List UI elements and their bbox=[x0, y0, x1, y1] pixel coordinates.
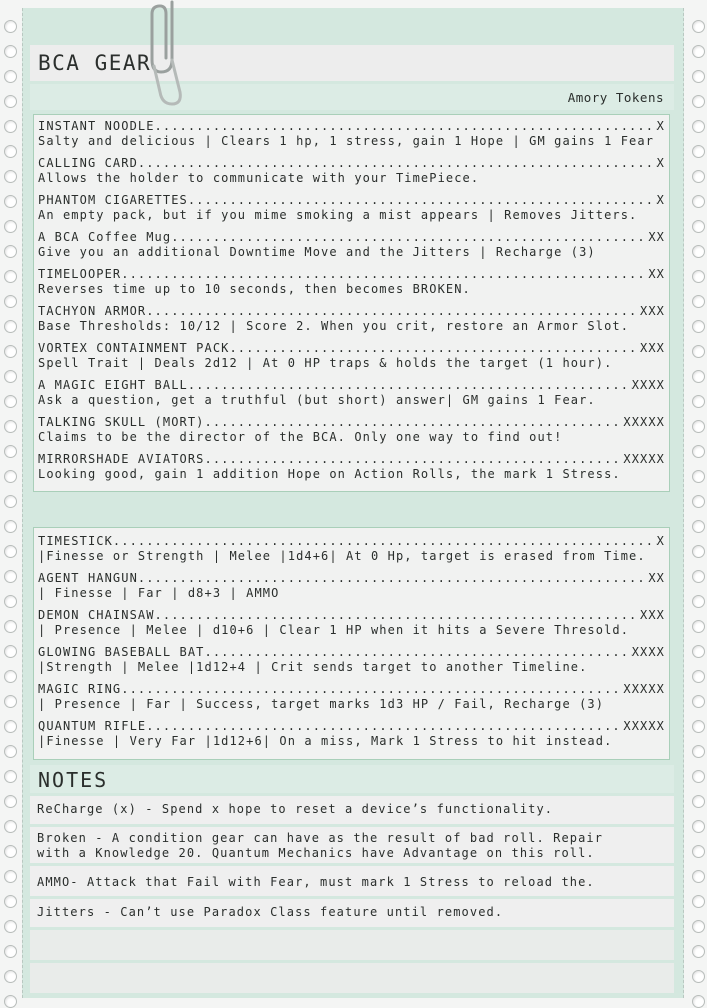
punch-hole bbox=[4, 645, 17, 658]
weapon-item bbox=[38, 608, 665, 644]
punch-hole bbox=[692, 170, 705, 183]
punch-hole bbox=[692, 395, 705, 408]
page-subtitle: Amory Tokens bbox=[567, 90, 664, 105]
punch-hole bbox=[692, 120, 705, 133]
punch-hole bbox=[692, 295, 705, 308]
gear-cost: XXXXX bbox=[623, 452, 665, 466]
title-strip bbox=[30, 45, 674, 81]
punch-hole bbox=[4, 295, 17, 308]
punch-hole bbox=[692, 95, 705, 108]
leader-dots bbox=[146, 719, 623, 734]
gear-name: INSTANT NOODLE bbox=[38, 119, 155, 133]
gear-name: MIRRORSHADE AVIATORS bbox=[38, 452, 205, 466]
leader-dots bbox=[138, 571, 648, 586]
note-broken bbox=[30, 827, 674, 863]
punch-hole bbox=[692, 470, 705, 483]
page-title: BCA GEAR bbox=[38, 51, 152, 75]
weapon-desc: |Finesse | Very Far |1d12+6| On a miss, Mark 1 Stress to hit instead. bbox=[38, 734, 613, 748]
punch-hole bbox=[692, 195, 705, 208]
punch-hole bbox=[692, 245, 705, 258]
punch-hole bbox=[692, 545, 705, 558]
weapon-item bbox=[38, 534, 665, 570]
note-jitters bbox=[30, 899, 674, 927]
weapon-cost: XXXX bbox=[631, 645, 665, 659]
gear-name: VORTEX CONTAINMENT PACK bbox=[38, 341, 230, 355]
punch-hole bbox=[4, 795, 17, 808]
weapon-cost: X bbox=[656, 534, 665, 548]
notes-header bbox=[30, 765, 674, 793]
punch-hole bbox=[692, 895, 705, 908]
gear-name: A BCA Coffee Mug bbox=[38, 230, 172, 244]
punch-hole bbox=[692, 570, 705, 583]
punch-hole bbox=[692, 520, 705, 533]
punch-hole bbox=[4, 995, 17, 1008]
punch-hole bbox=[4, 70, 17, 83]
punch-hole bbox=[4, 445, 17, 458]
note-line: with a Knowledge 20. Quantum Mechanics have Advantage on this roll. bbox=[37, 846, 595, 860]
punch-hole bbox=[692, 370, 705, 383]
gear-item bbox=[38, 341, 665, 377]
leader-dots bbox=[155, 119, 657, 134]
weapon-name: AGENT HANGUN bbox=[38, 571, 138, 585]
punch-hole bbox=[692, 820, 705, 833]
punch-hole bbox=[692, 270, 705, 283]
punch-hole bbox=[4, 545, 17, 558]
weapon-cost: XXX bbox=[640, 608, 665, 622]
punch-hole bbox=[692, 720, 705, 733]
punch-hole bbox=[4, 170, 17, 183]
punch-hole bbox=[4, 695, 17, 708]
gear-name: TIMELOOPER bbox=[38, 267, 122, 281]
leader-dots bbox=[171, 230, 648, 245]
gear-item bbox=[38, 193, 665, 229]
gear-item bbox=[38, 304, 665, 340]
punch-hole bbox=[692, 920, 705, 933]
weapon-item bbox=[38, 571, 665, 607]
gear-desc: Salty and delicious | Clears 1 hp, 1 stress, gain 1 Hope | GM gains 1 Fear bbox=[38, 134, 655, 148]
gear-cost: X bbox=[656, 119, 665, 133]
punch-hole bbox=[692, 420, 705, 433]
punch-hole bbox=[692, 345, 705, 358]
punch-hole bbox=[4, 945, 17, 958]
gear-name: TALKING SKULL (MORT) bbox=[38, 415, 205, 429]
punch-hole bbox=[692, 770, 705, 783]
punch-hole bbox=[692, 320, 705, 333]
punch-hole bbox=[692, 795, 705, 808]
gear-item bbox=[38, 230, 665, 266]
gear-item bbox=[38, 452, 665, 488]
punch-hole bbox=[4, 420, 17, 433]
punch-hole bbox=[4, 970, 17, 983]
leader-dots bbox=[113, 534, 657, 549]
note-line: Jitters - Can’t use Paradox Class feature until removed. bbox=[37, 905, 504, 919]
gear-cost: XX bbox=[648, 230, 665, 244]
leader-dots bbox=[205, 452, 624, 467]
note-blank bbox=[30, 930, 674, 960]
paperclip-icon bbox=[134, 0, 188, 108]
gear-desc: Reverses time up to 10 seconds, then becomes BROKEN. bbox=[38, 282, 471, 296]
punch-hole bbox=[4, 145, 17, 158]
punch-hole bbox=[692, 870, 705, 883]
gear-item bbox=[38, 119, 665, 155]
weapon-desc: | Presence | Far | Success, target marks 1d3 HP / Fail, Recharge (3) bbox=[38, 697, 605, 711]
gear-desc: Ask a question, get a truthful (but short) answer| GM gains 1 Fear. bbox=[38, 393, 596, 407]
punch-hole bbox=[4, 670, 17, 683]
punch-hole bbox=[4, 20, 17, 33]
punch-hole bbox=[4, 470, 17, 483]
punch-hole bbox=[692, 45, 705, 58]
weapon-desc: | Finesse | Far | d8+3 | AMMO bbox=[38, 586, 280, 600]
punch-hole bbox=[4, 595, 17, 608]
punch-hole bbox=[692, 70, 705, 83]
right-perforation bbox=[685, 0, 707, 1000]
gear-desc: An empty pack, but if you mime smoking a mist appears | Removes Jitters. bbox=[38, 208, 638, 222]
leader-dots bbox=[188, 378, 632, 393]
notes-title: NOTES bbox=[38, 768, 109, 792]
punch-hole bbox=[692, 495, 705, 508]
leader-dots bbox=[188, 193, 657, 208]
punch-hole bbox=[4, 370, 17, 383]
gear-desc: Give you an additional Downtime Move and the Jitters | Recharge (3) bbox=[38, 245, 596, 259]
gear-cost: XX bbox=[648, 267, 665, 281]
gear-desc: Base Thresholds: 10/12 | Score 2. When you crit, restore an Armor Slot. bbox=[38, 319, 630, 333]
punch-hole bbox=[4, 920, 17, 933]
punch-hole bbox=[4, 745, 17, 758]
leader-dots bbox=[121, 267, 648, 282]
gear-cost: XXX bbox=[640, 304, 665, 318]
weapon-cost: XXXXX bbox=[623, 719, 665, 733]
note-blank bbox=[30, 963, 674, 993]
gear-name: TACHYON ARMOR bbox=[38, 304, 147, 318]
punch-hole bbox=[692, 945, 705, 958]
gear-desc: Allows the holder to communicate with your TimePiece. bbox=[38, 171, 480, 185]
punch-hole bbox=[4, 620, 17, 633]
gear-item bbox=[38, 156, 665, 192]
weapons-list bbox=[33, 527, 670, 760]
note-ammo bbox=[30, 866, 674, 896]
punch-hole bbox=[4, 895, 17, 908]
punch-hole bbox=[4, 320, 17, 333]
punch-hole bbox=[692, 595, 705, 608]
punch-hole bbox=[4, 195, 17, 208]
punch-hole bbox=[4, 45, 17, 58]
weapon-desc: | Presence | Melee | d10+6 | Clear 1 HP when it hits a Severe Thresold. bbox=[38, 623, 630, 637]
note-line: Broken - A condition gear can have as the result of bad roll. Repair bbox=[37, 831, 604, 845]
gear-name: CALLING CARD bbox=[38, 156, 138, 170]
punch-hole bbox=[4, 520, 17, 533]
punch-hole bbox=[4, 570, 17, 583]
weapon-cost: XX bbox=[648, 571, 665, 585]
gear-item bbox=[38, 267, 665, 303]
punch-hole bbox=[4, 720, 17, 733]
weapon-cost: XXXXX bbox=[623, 682, 665, 696]
punch-hole bbox=[4, 245, 17, 258]
leader-dots bbox=[121, 682, 623, 697]
punch-hole bbox=[4, 120, 17, 133]
punch-hole bbox=[692, 145, 705, 158]
gear-cost: XXXXX bbox=[623, 415, 665, 429]
gear-cost: X bbox=[656, 193, 665, 207]
punch-hole bbox=[692, 445, 705, 458]
gear-desc: Looking good, gain 1 addition Hope on Action Rolls, the mark 1 Stress. bbox=[38, 467, 621, 481]
leader-dots bbox=[155, 608, 640, 623]
weapon-item bbox=[38, 682, 665, 718]
weapon-item bbox=[38, 719, 665, 755]
gear-cost: X bbox=[656, 156, 665, 170]
punch-hole bbox=[692, 745, 705, 758]
weapon-name: DEMON CHAINSAW bbox=[38, 608, 155, 622]
gear-desc: Spell Trait | Deals 2d12 | At 0 HP traps & holds the target (1 hour). bbox=[38, 356, 613, 370]
weapon-name: MAGIC RING bbox=[38, 682, 122, 696]
punch-hole bbox=[692, 995, 705, 1008]
punch-hole bbox=[692, 220, 705, 233]
punch-hole bbox=[4, 395, 17, 408]
leader-dots bbox=[205, 415, 624, 430]
note-line: AMMO- Attack that Fail with Fear, must mark 1 Stress to reload the. bbox=[37, 875, 595, 889]
punch-hole bbox=[4, 345, 17, 358]
gear-name: PHANTOM CIGARETTES bbox=[38, 193, 188, 207]
punch-hole bbox=[692, 645, 705, 658]
gear-name: A MAGIC EIGHT BALL bbox=[38, 378, 188, 392]
leader-dots bbox=[146, 304, 640, 319]
punch-hole bbox=[4, 770, 17, 783]
note-line: ReCharge (x) - Spend x hope to reset a device’s functionality. bbox=[37, 802, 554, 816]
weapon-name: QUANTUM RIFLE bbox=[38, 719, 147, 733]
gear-item bbox=[38, 415, 665, 451]
gear-cost: XXX bbox=[640, 341, 665, 355]
gear-desc: Claims to be the director of the BCA. Only one way to find out! bbox=[38, 430, 563, 444]
gear-list bbox=[33, 114, 670, 492]
weapon-desc: |Finesse or Strength | Melee |1d4+6| At 0 Hp, target is erased from Time. bbox=[38, 549, 646, 563]
punch-hole bbox=[692, 970, 705, 983]
punch-hole bbox=[4, 220, 17, 233]
punch-hole bbox=[692, 20, 705, 33]
punch-hole bbox=[4, 495, 17, 508]
weapon-name: TIMESTICK bbox=[38, 534, 113, 548]
punch-hole bbox=[692, 695, 705, 708]
leader-dots bbox=[205, 645, 632, 660]
weapon-item bbox=[38, 645, 665, 681]
punch-hole bbox=[692, 845, 705, 858]
leader-dots bbox=[229, 341, 640, 356]
subtitle-strip bbox=[30, 84, 674, 110]
punch-hole bbox=[4, 270, 17, 283]
punch-hole bbox=[692, 620, 705, 633]
punch-hole bbox=[692, 670, 705, 683]
punch-hole bbox=[4, 870, 17, 883]
note-recharge bbox=[30, 796, 674, 824]
punch-hole bbox=[4, 820, 17, 833]
punch-hole bbox=[4, 95, 17, 108]
leader-dots bbox=[138, 156, 657, 171]
left-perforation bbox=[0, 0, 22, 1000]
weapon-desc: |Strength | Melee |1d12+4 | Crit sends target to another Timeline. bbox=[38, 660, 588, 674]
gear-cost: XXXX bbox=[631, 378, 665, 392]
gear-item bbox=[38, 378, 665, 414]
punch-hole bbox=[4, 845, 17, 858]
weapon-name: GLOWING BASEBALL BAT bbox=[38, 645, 205, 659]
